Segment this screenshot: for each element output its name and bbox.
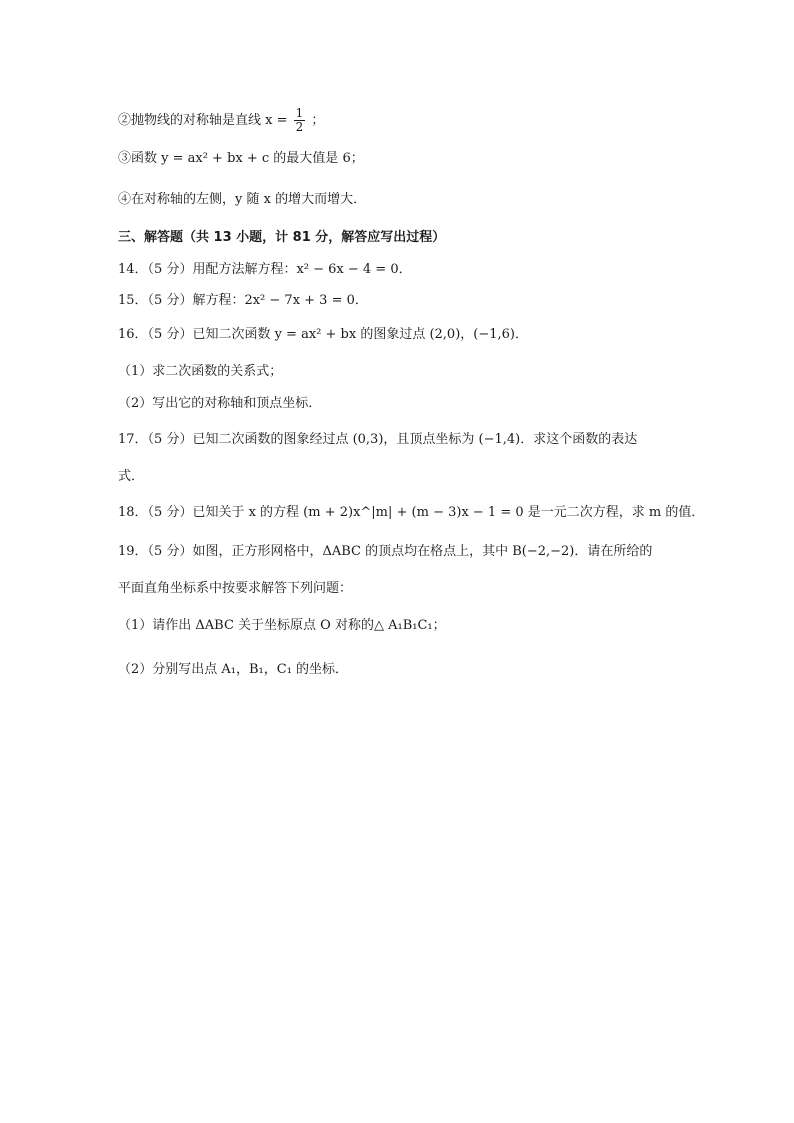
fraction-denominator: 2 <box>295 120 304 134</box>
problem-16: 16．（5 分）已知二次函数 y = ax² + bx 的图象过点 (2,0)，(−1,6)． <box>118 327 528 342</box>
section-heading: 三、解答题（共 13 小题，计 81 分，解答应写出过程） <box>118 230 446 245</box>
problem-14: 14．（5 分）用配方法解方程：x² − 6x − 4 = 0． <box>118 262 412 277</box>
fraction-numerator: 1 <box>295 106 304 120</box>
statement-3: ③函数 y = ax² + bx + c 的最大值是 6； <box>118 151 364 166</box>
statement-2-text: ②抛物线的对称轴是直线 x = <box>118 113 288 128</box>
problem-17-line-2: 式． <box>118 469 145 484</box>
statement-4: ④在对称轴的左侧，y 随 x 的增大而增大． <box>118 192 367 207</box>
problem-18: 18．（5 分）已知关于 x 的方程 (m + 2)x^|m| + (m − 3)x − 1 = 0 是一元二次方程，求 m 的值． <box>118 505 705 520</box>
problem-17-line-1: 17．（5 分）已知二次函数的图象经过点 (0,3)，且顶点坐标为 (−1,4)．求这个函数的表达 <box>118 432 638 447</box>
problem-19-part-1: （1）请作出 ΔABC 关于坐标原点 O 对称的△ A₁B₁C₁； <box>118 618 446 633</box>
problem-19-line-1: 19．（5 分）如图，正方形网格中，ΔABC 的顶点均在格点上，其中 B(−2,−2)．请在所给的 <box>118 544 653 559</box>
problem-19-line-2: 平面直角坐标系中按要求解答下列问题： <box>118 581 353 596</box>
problem-16-part-1: （1）求二次函数的关系式； <box>118 364 283 379</box>
problem-16-part-2: （2）写出它的对称轴和顶点坐标． <box>118 396 322 411</box>
problem-15: 15．（5 分）解方程：2x² − 7x + 3 = 0． <box>118 293 368 308</box>
statement-2 <box>118 107 324 134</box>
statement-2-end: ； <box>311 113 325 128</box>
fraction-one-half <box>294 107 306 134</box>
problem-19-part-2: （2）分别写出点 A₁，B₁，C₁ 的坐标． <box>118 662 349 677</box>
